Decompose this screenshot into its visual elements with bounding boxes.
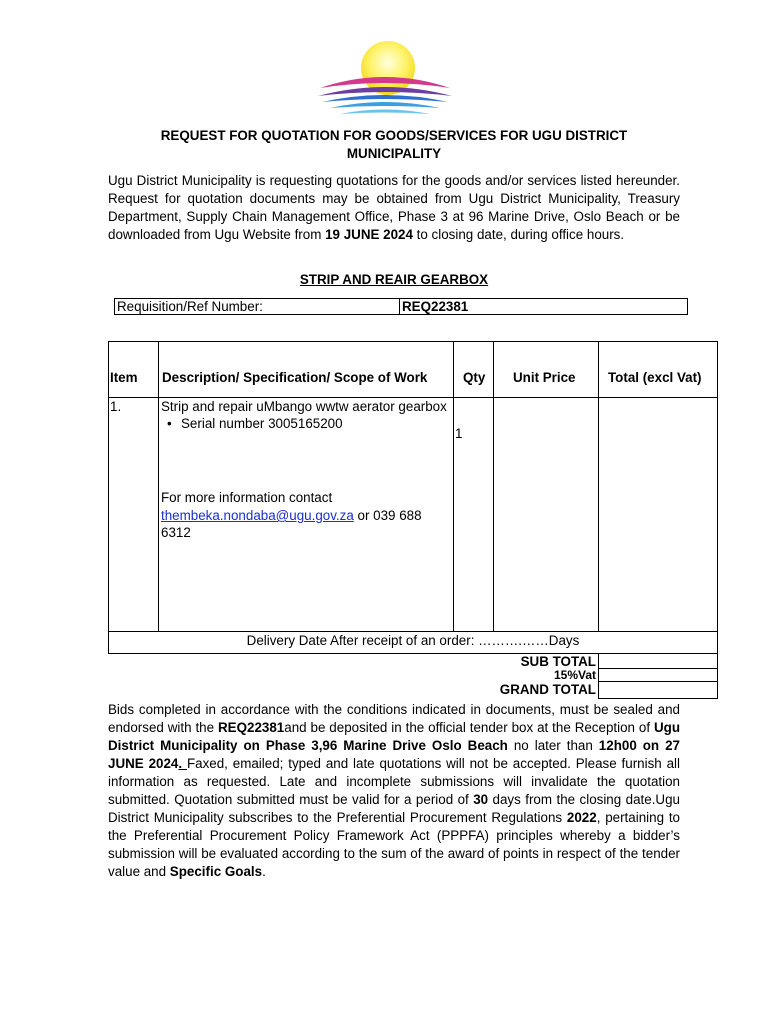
row-item-number: 1. — [110, 399, 122, 414]
conditions-paragraph — [108, 701, 680, 881]
requisition-value: REQ22381 — [402, 299, 469, 314]
footer-ref: REQ22381 — [217, 720, 285, 735]
footer-text-6: , pertaining to the Preferential Procurement Policy Framework Act (PPPFA) principles whereby a bidder’s submission will be evaluated according to the sum of the award of points in respect of the tender value and — [108, 810, 680, 879]
intro-paragraph — [108, 172, 680, 244]
contact-email-link[interactable]: thembeka.nondaba@ugu.gov.za — [161, 508, 354, 523]
header-item: Item — [110, 370, 138, 385]
document-title — [108, 127, 680, 163]
table-right-border — [717, 341, 718, 654]
footer-dot: . — [178, 756, 187, 771]
delivery-date: Delivery Date After receipt of an order: ……….……Days — [246, 633, 580, 648]
totals-left-divider — [598, 653, 599, 699]
row-qty: 1 — [455, 426, 463, 441]
header-unit-price: Unit Price — [513, 370, 576, 385]
requisition-divider — [399, 299, 400, 314]
col-divider-desc — [453, 341, 454, 632]
footer-text-7: . — [262, 864, 266, 879]
subject-heading: STRIP AND REAIR GEARBOX — [299, 272, 489, 287]
vat-label: 15%Vat — [553, 668, 596, 682]
totals-line-1 — [598, 668, 718, 669]
totals-line-3 — [598, 698, 718, 699]
header-total: Total (excl Vat) — [608, 370, 702, 385]
title-line-1: REQUEST FOR QUOTATION FOR GOODS/SERVICES FOR UGU DISTRICT — [160, 128, 628, 143]
contact-phone: or 039 688 — [353, 508, 422, 523]
col-divider-qty — [493, 341, 494, 632]
footer-days: 30 — [473, 792, 489, 807]
footer-text-1: Bids completed in accordance with the conditions indicated in documents, must be sealed and endorsed with the — [108, 702, 680, 735]
footer-text-2: and be deposited in the official tender box at the Reception of — [284, 720, 654, 735]
header-qty: Qty — [463, 370, 486, 385]
contact-phone-end: 6312 — [161, 525, 191, 540]
serial-number-text: Serial number 3005165200 — [181, 416, 343, 431]
footer-place: Ugu District Municipality on Phase 3,96 Marine Drive Oslo Beach — [108, 720, 680, 753]
col-divider-unit — [598, 341, 599, 632]
intro-date: 19 JUNE 2024 — [325, 227, 413, 242]
subtotal-label: SUB TOTAL — [520, 654, 596, 669]
table-left-border — [108, 341, 109, 654]
requisition-box — [114, 298, 688, 315]
footer-deadline: 12h00 on 27 JUNE 2024 — [108, 738, 680, 771]
footer-text-3: no later than — [507, 738, 599, 753]
footer-goals: Specific Goals — [169, 864, 263, 879]
footer-text-4: Faxed, emailed; typed and late quotations will not be accepted. Please furnish all information as requested. Late and incomplete submissions will invalidate the quotation submitted. Quotation submitted must be valid for a period of — [108, 756, 680, 807]
footer-year: 2022 — [566, 810, 597, 825]
contact-prefix: For more information contact — [161, 490, 333, 505]
totals-line-2 — [598, 681, 718, 682]
header-description: Description/ Specification/ Scope of Work — [162, 370, 428, 385]
row-bullet-serial — [161, 415, 770, 433]
title-line-2: MUNICIPALITY — [346, 146, 442, 161]
contact-line — [161, 507, 422, 525]
footer-text-5: days from the closing date.Ugu District Municipality subscribes to the Preferential Procurement Regulations — [108, 792, 680, 825]
table-top-border — [108, 341, 718, 342]
row-description: Strip and repair uMbango wwtw aerator gearbox — [161, 399, 447, 414]
col-divider-item — [158, 341, 159, 632]
intro-text-2: to closing date, during office hours. — [412, 227, 625, 242]
intro-text-1: Ugu District Municipality is requesting quotations for the goods and/or services listed hereunder. Request for quotation documents may be obtained from Ugu District Municipality, Treasury Department, Supply Chain Management Office, Phase 3 at 96 Marine Drive, Oslo Beach or be downloaded from Ugu Website from — [108, 173, 680, 242]
ugu-sun-logo — [310, 38, 460, 118]
totals-right-border — [717, 653, 718, 699]
requisition-label: Requisition/Ref Number: — [117, 299, 263, 314]
grand-total-label: GRAND TOTAL — [499, 682, 596, 697]
